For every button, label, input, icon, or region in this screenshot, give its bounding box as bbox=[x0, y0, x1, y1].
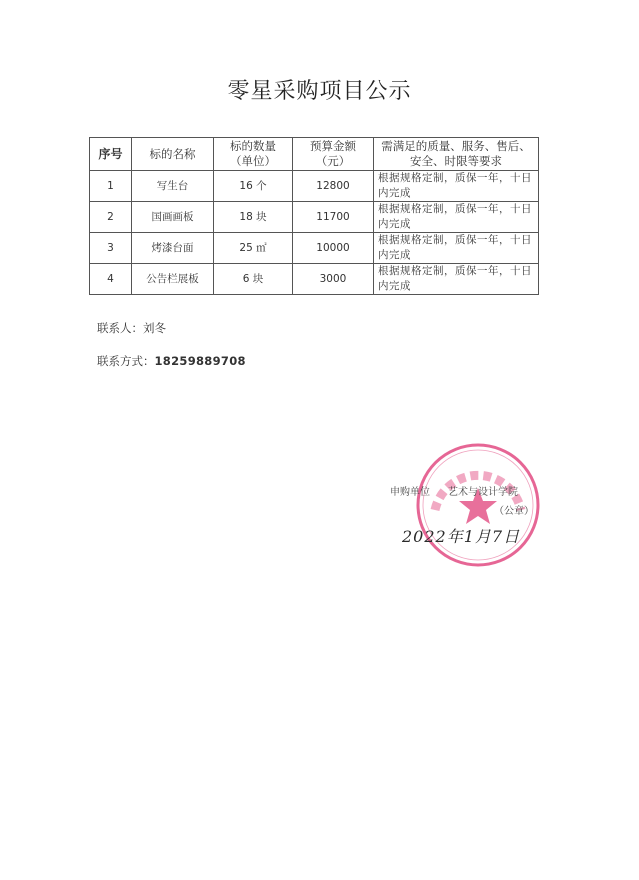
contact-phone-label: 联系方式： bbox=[97, 354, 155, 368]
applicant-unit bbox=[390, 483, 518, 498]
cell-requirements: 根据规格定制，质保一年，十日 内完成 bbox=[374, 264, 539, 295]
seal-note: （公章） bbox=[494, 506, 534, 517]
applicant-unit-name: 艺术与设计学院 bbox=[448, 487, 518, 498]
cell-name: 写生台 bbox=[132, 171, 214, 202]
cell-quantity: 25 ㎡ bbox=[214, 233, 293, 264]
procurement-table bbox=[89, 137, 539, 295]
signature-date: 2022年1月7日 bbox=[402, 527, 521, 546]
col-header-quantity: 标的数量 （单位） bbox=[214, 138, 293, 171]
col-header-name: 标的名称 bbox=[132, 138, 214, 171]
cell-quantity: 6 块 bbox=[214, 264, 293, 295]
col-header-requirements: 需满足的质量、服务、售后、 安全、时限等要求 bbox=[374, 138, 539, 171]
table-row bbox=[90, 202, 539, 233]
cell-name: 公告栏展板 bbox=[132, 264, 214, 295]
applicant-unit-label: 申购单位 bbox=[390, 487, 430, 498]
table-row bbox=[90, 233, 539, 264]
cell-budget: 3000 bbox=[293, 264, 374, 295]
page-title: 零星采购项目公示 bbox=[227, 79, 412, 104]
cell-requirements: 根据规格定制，质保一年，十日 内完成 bbox=[374, 202, 539, 233]
contact-person-name: 刘冬 bbox=[143, 321, 166, 335]
contact-person-label: 联系人： bbox=[97, 321, 143, 335]
cell-requirements: 根据规格定制，质保一年，十日 内完成 bbox=[374, 233, 539, 264]
cell-budget: 12800 bbox=[293, 171, 374, 202]
col-header-index: 序号 bbox=[90, 138, 132, 171]
cell-index: 3 bbox=[90, 233, 132, 264]
cell-budget: 11700 bbox=[293, 202, 374, 233]
cell-quantity: 18 块 bbox=[214, 202, 293, 233]
cell-name: 国画画板 bbox=[132, 202, 214, 233]
cell-index: 1 bbox=[90, 171, 132, 202]
table-header-row bbox=[90, 138, 539, 171]
cell-name: 烤漆台面 bbox=[132, 233, 214, 264]
cell-index: 2 bbox=[90, 202, 132, 233]
table-row bbox=[90, 264, 539, 295]
cell-quantity: 16 个 bbox=[214, 171, 293, 202]
contact-phone bbox=[97, 353, 246, 369]
cell-index: 4 bbox=[90, 264, 132, 295]
contact-phone-number: 18259889708 bbox=[154, 354, 246, 368]
cell-budget: 10000 bbox=[293, 233, 374, 264]
table-row bbox=[90, 171, 539, 202]
contact-person bbox=[97, 320, 166, 336]
cell-requirements: 根据规格定制，质保一年，十日 内完成 bbox=[374, 171, 539, 202]
col-header-budget: 预算金额 （元） bbox=[293, 138, 374, 171]
